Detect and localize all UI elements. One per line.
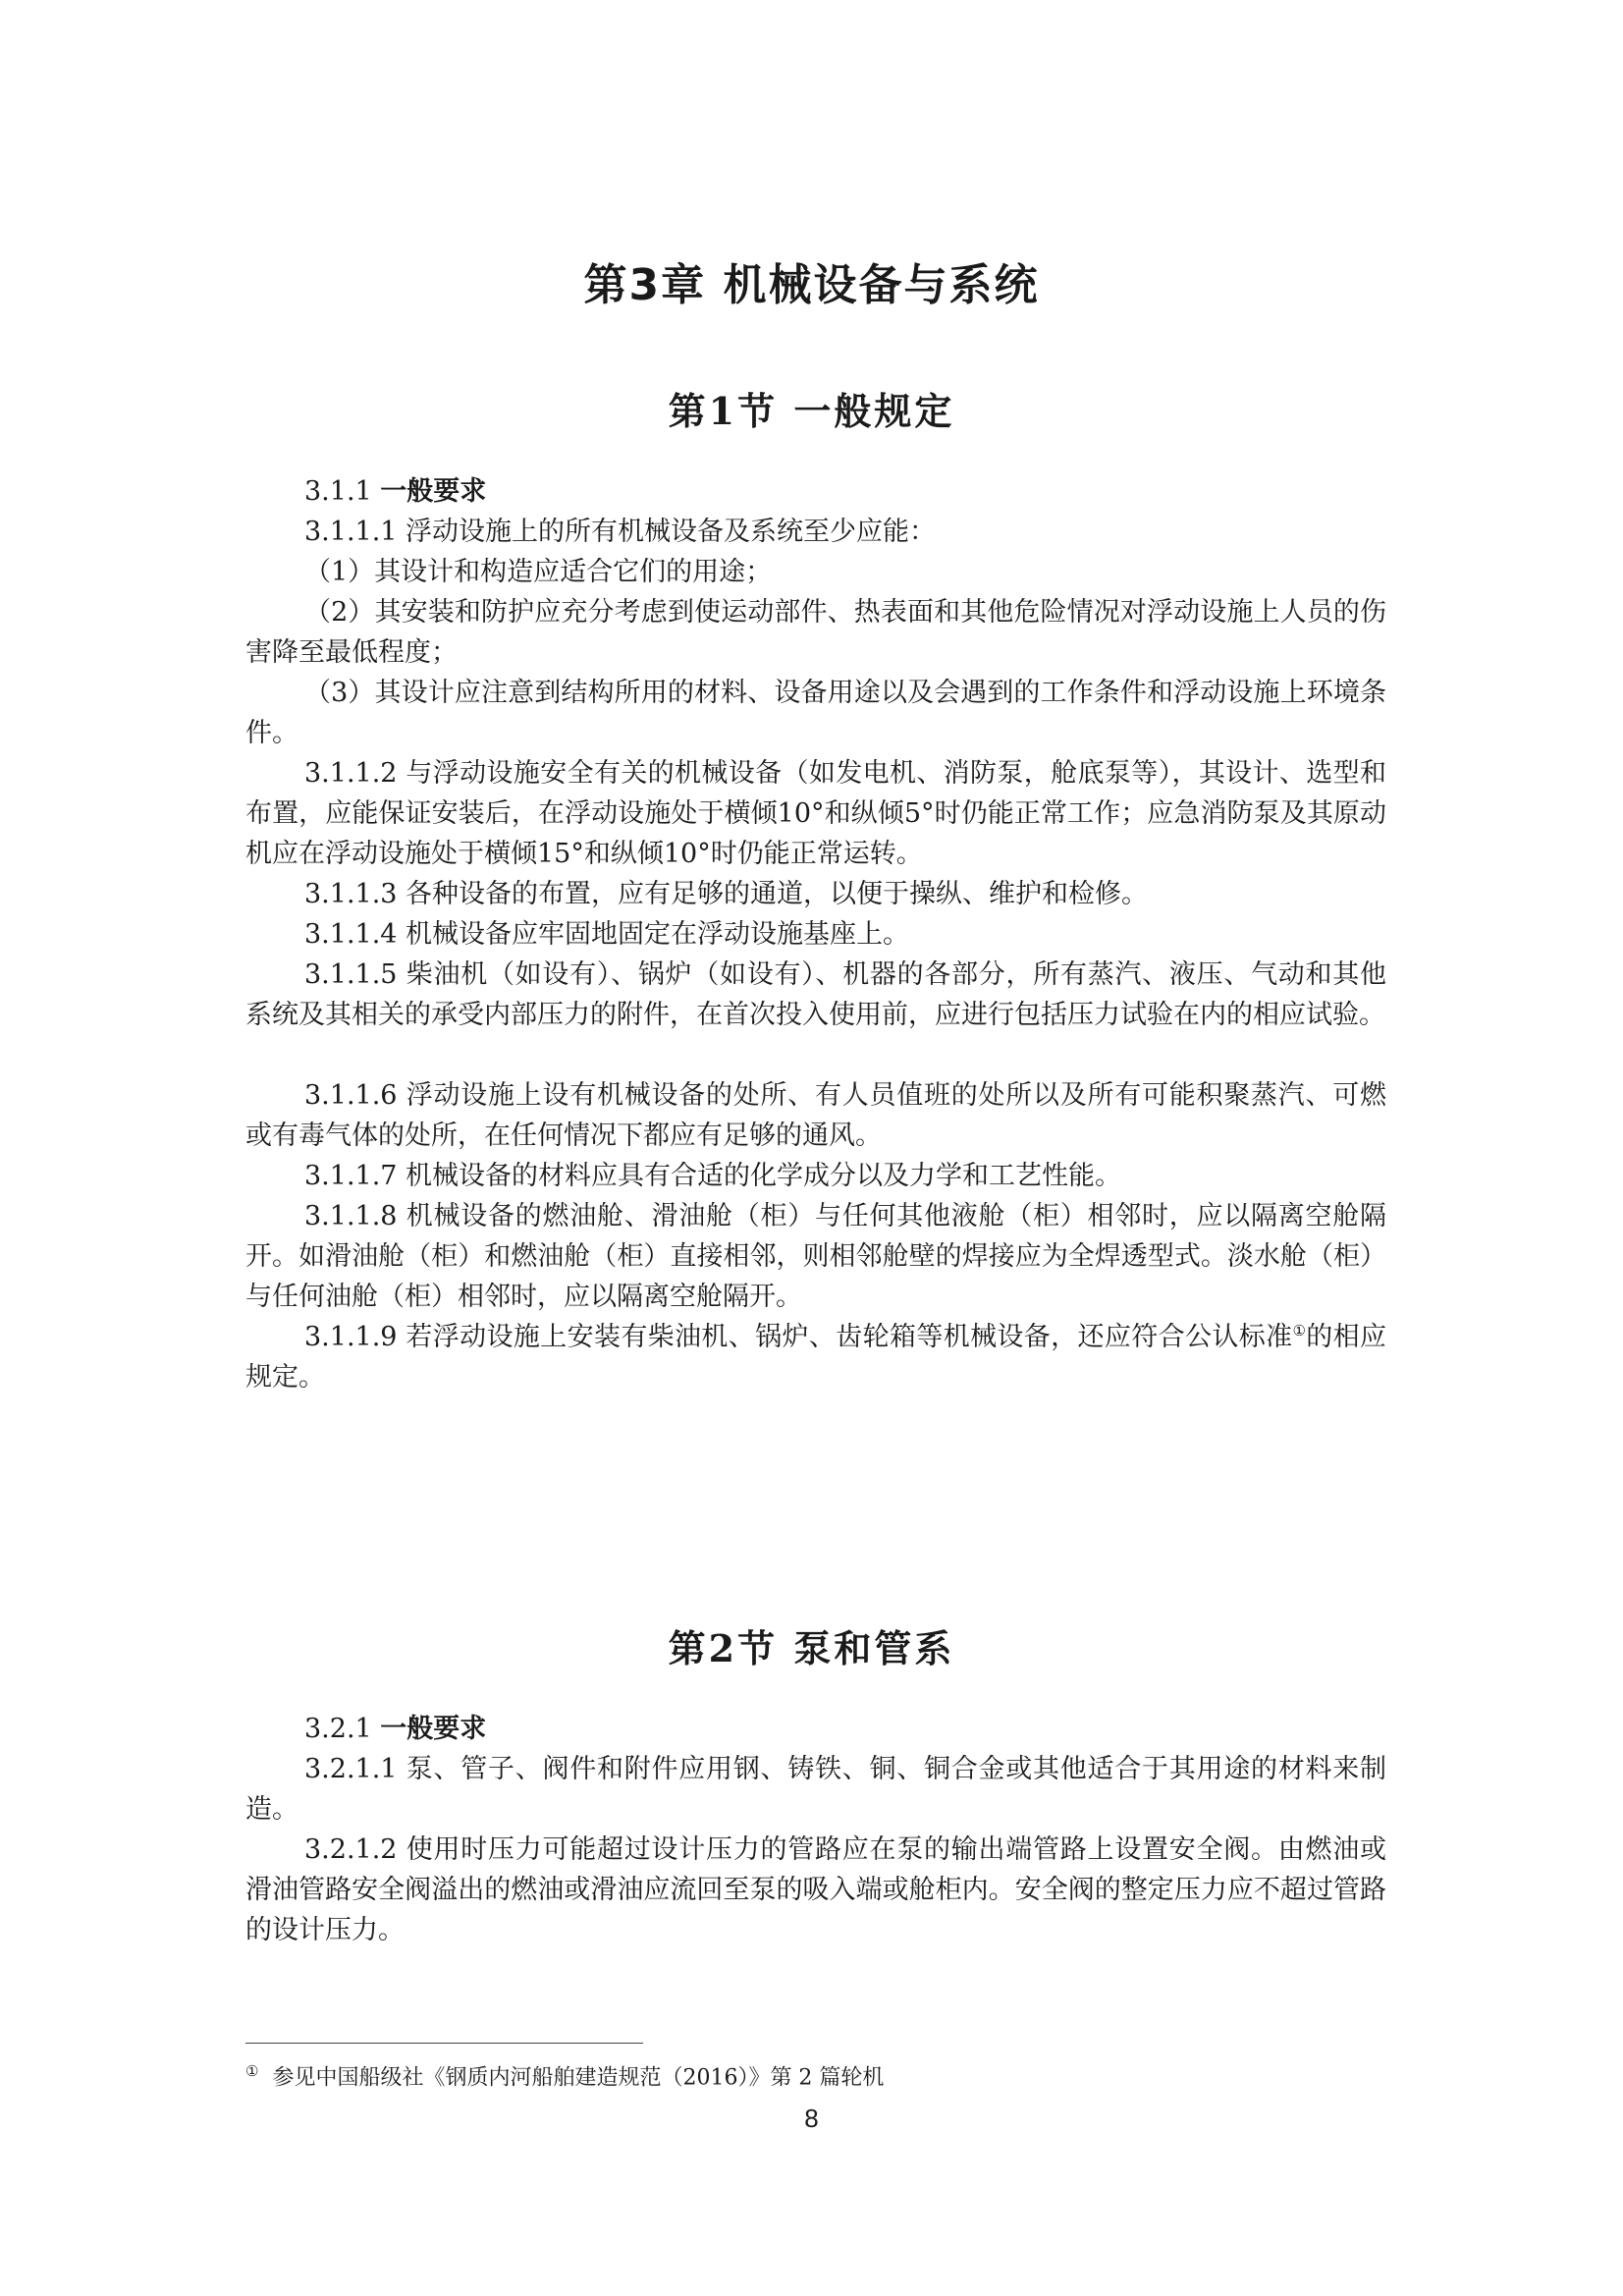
list-item-3: （3）其设计应注意到结构所用的材料、设备用途以及会遇到的工作条件和浮动设施上环境条件。 (245, 678, 1386, 748)
clause-number: 3.1.1 (304, 476, 372, 507)
paragraph-text-end: 的相应规定。 (245, 1322, 1386, 1393)
footnote-mark: ① (245, 2062, 259, 2080)
section-1-title: 第1节 一般规定 (668, 389, 955, 433)
page-number: 8 (804, 2104, 819, 2133)
paragraph-3-1-1-8: 3.1.1.8 机械设备的燃油舱、滑油舱（柜）与任何其他液舱（柜）相邻时，应以隔离空舱隔开。如滑油舱（柜）和燃油舱（柜）直接相邻，则相邻舱壁的焊接应为全焊透型式。淡水舱（柜）与任何油舱（柜）相邻时，应以隔离空舱隔开。 (245, 1201, 1386, 1312)
footnote (245, 2055, 884, 2094)
chapter-title: 第3章 机械设备与系统 (583, 260, 1040, 310)
paragraph-3-1-1-3: 3.1.1.3 各种设备的布置，应有足够的通道，以便于操纵、维护和检修。 (304, 879, 1149, 909)
paragraph-3-1-1-1: 3.1.1.1 浮动设施上的所有机械设备及系统至少应能： (304, 517, 937, 547)
footnote-text: 参见中国船级社《钢质内河船舶建造规范（2016）》第 2 篇轮机 (272, 2065, 885, 2091)
footnote-reference[interactable]: ① (1292, 1322, 1307, 1339)
paragraph-3-2-1-2: 3.2.1.2 使用时压力可能超过设计压力的管路应在泵的输出端管路上设置安全阀。由燃油或滑油管路安全阀溢出的燃油或滑油应流回至泵的吸入端或舱柜内。安全阀的整定压力应不超过管路的设计压力。 (245, 1834, 1386, 1945)
list-item-2: （2）其安装和防护应充分考虑到使运动部件、热表面和其他危险情况对浮动设施上人员的伤害降至最低程度； (245, 597, 1386, 668)
clause-label: 一般要求 (380, 476, 487, 507)
paragraph-3-1-1-6: 3.1.1.6 浮动设施上设有机械设备的处所、有人员值班的处所以及所有可能积聚蒸汽、可燃或有毒气体的处所，在任何情况下都应有足够的通风。 (245, 1080, 1386, 1151)
paragraph-3-1-1-7: 3.1.1.7 机械设备的材料应具有合适的化学成分以及力学和工艺性能。 (304, 1161, 1122, 1191)
paragraph-3-1-1-9 (245, 1317, 1386, 1397)
list-item-1: （1）其设计和构造应适合它们的用途； (304, 557, 773, 587)
paragraph-text: 3.1.1.9 若浮动设施上安装有柴油机、锅炉、齿轮箱等机械设备，还应符合公认标准 (304, 1322, 1293, 1352)
footnote-divider (245, 2043, 643, 2044)
clause-label: 一般要求 (380, 1714, 487, 1744)
paragraph-3-2-1-1: 3.2.1.1 泵、管子、阀件和附件应用钢、铸铁、铜、铜合金或其他适合于其用途的材料来制造。 (245, 1754, 1386, 1825)
section-2-title: 第2节 泵和管系 (668, 1626, 955, 1670)
clause-number: 3.2.1 (304, 1714, 372, 1744)
clause-3-1-1-heading (304, 471, 486, 512)
clause-3-2-1-heading (304, 1709, 486, 1749)
paragraph-3-1-1-4: 3.1.1.4 机械设备应牢固地固定在浮动设施基座上。 (304, 919, 910, 950)
paragraph-3-1-1-5: 3.1.1.5 柴油机（如设有）、锅炉（如设有）、机器的各部分，所有蒸汽、液压、气动和其他系统及其相关的承受内部压力的附件，在首次投入使用前，应进行包括压力试验在内的相应试验。 (245, 959, 1386, 1030)
paragraph-3-1-1-2: 3.1.1.2 与浮动设施安全有关的机械设备（如发电机、消防泵，舱底泵等），其设计、选型和布置，应能保证安装后，在浮动设施处于横倾10°和纵倾5°时仍能正常工作；应急消防泵及其原动机应在浮动设施处于横倾15°和纵倾10°时仍能正常运转。 (245, 758, 1386, 869)
